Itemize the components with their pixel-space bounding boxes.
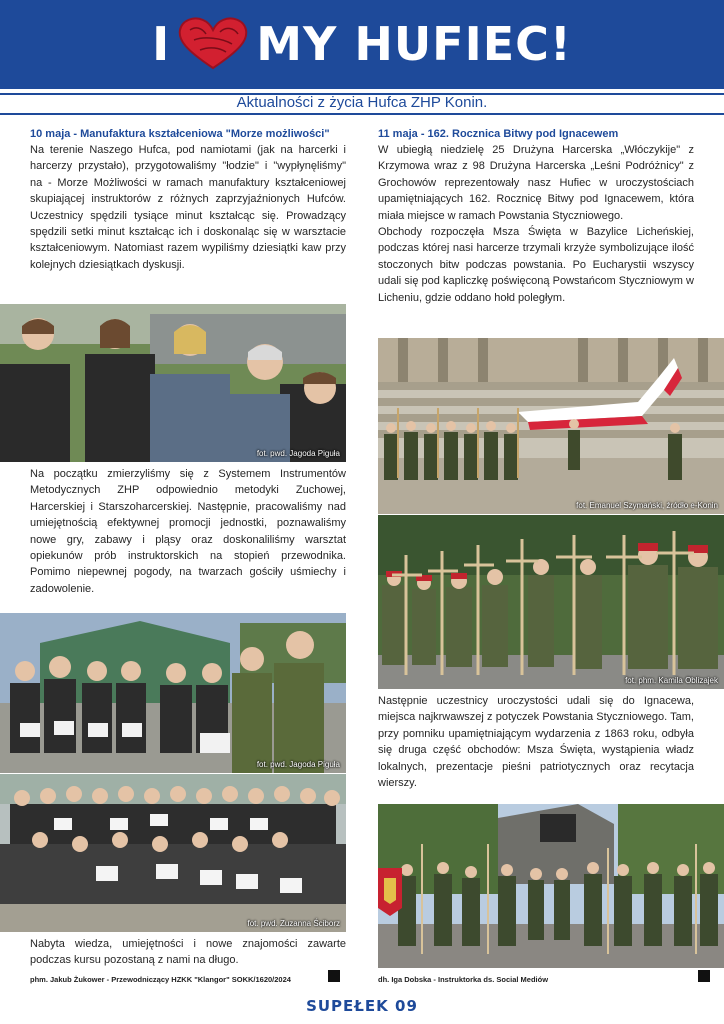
right-article-paragraph-3: Następnie uczestnicy uroczystości udali się do Ignacewa, miejsca najkrwawszej z potyczek Powstania Styczniowego. Tam, przy pomniku upamiętniającym wydarzenia z 1863 roku, odbyła się druga część obchodów: Msza Święta, wystąpienia władz lokalnych, prezentacje pieśni patriotycznych oraz recytacja wierszy. bbox=[378, 695, 694, 790]
title-right: MY HUFIEC! bbox=[256, 17, 572, 71]
photo-workshop-group bbox=[0, 774, 346, 932]
left-article-paragraph-3: Nabyta wiedza, umiejętności i nowe znajomości zawarte podczas kursu pozostaną z nami na długo. bbox=[30, 938, 346, 967]
right-article-paragraph-1: W ubiegłą niedzielę 25 Drużyna Harcerska „Włóczykije" z Krzymowa wraz z 98 Drużyna Harcerska „Leśni Podróżnicy" z Grochowów reprezentowały nasz Hufiec w uroczystościach upamiętniających 162. Rocznicę Bitwy pod Ignacewem, która miała miejsce w ramach Powstania Styczniowego. bbox=[378, 144, 694, 222]
photo-caption: fot. pwd. Jagoda Piguła bbox=[256, 760, 340, 769]
photo-basilica-ceremony bbox=[378, 338, 724, 514]
left-article-heading: 10 maja - Manufaktura kształceniowa "Morze możliwości" bbox=[30, 128, 330, 140]
right-author-signature: dh. Iga Dobska - Instruktorka ds. Social Mediów bbox=[378, 975, 549, 984]
page-subtitle: Aktualności z życia Hufca ZHP Konin. bbox=[236, 94, 488, 111]
left-article-middle bbox=[30, 466, 346, 597]
photo-workshop-2 bbox=[0, 613, 346, 773]
photo-caption: fot. phm. Kamila Oblizajek bbox=[625, 676, 718, 685]
left-article-paragraph-1: Na terenie Naszego Hufca, pod namiotami (jak na harcerki i harcerzy przystało), przygotowaliśmy "łodzie" i "wypłynęliśmy" na - Morze Możliwości w ramach manufaktury kształceniowej skupiającej instruktorów z różnych zaprzyjaźnionych Hufców. Uczestnicy spędzili tysiące minut kształcąc się. Prowadzący spędzili setki minut kształcąc ich i doskonaląc się w warsztacie kształceniowym. Natomiast razem wypiliśmy dziesiątki kaw przy kolejnych dziesiątkach dyskusji. bbox=[30, 144, 346, 271]
title-left: I bbox=[152, 17, 171, 71]
photo-caption: fot. pwd. Jagoda Piguła bbox=[256, 449, 340, 458]
left-article-top bbox=[30, 126, 346, 273]
left-article-paragraph-2: Na początku zmierzyliśmy się z Systemem Instrumentów Metodycznych ZHP odpowiednio metodyki Zuchowej, Harcerskiej i Starszoharcerskiej. Następnie, pracowaliśmy nad umiejętnością efektywnej promocji jednostki, poznawaliśmy nowe gry, zabawy i pląsy oraz doskonaliliśmy warsztat opiekunów prób instruktorskich na stopień przewodnika. Pomimo niepewnej pogody, na twarzach gościły uśmiechy i zadowolenie. bbox=[30, 468, 346, 595]
right-article-top bbox=[378, 126, 694, 306]
photo-scouts-crosses bbox=[378, 515, 724, 689]
photo-caption: fot. pwd. Zuzanna Ściborz bbox=[247, 919, 340, 928]
heart-icon bbox=[176, 16, 250, 72]
page-number: SUPEŁEK 09 bbox=[306, 997, 418, 1015]
end-marker-square bbox=[328, 970, 340, 982]
left-article-bottom bbox=[30, 936, 346, 969]
left-author-signature: phm. Jakub Żukower - Przewodniczący HZKK "Klangor" SOKK/1620/2024 bbox=[30, 975, 291, 984]
end-marker-square bbox=[698, 970, 710, 982]
page-logo-title bbox=[0, 14, 724, 76]
photo-workshop-1 bbox=[0, 304, 346, 462]
photo-ignacew-monument bbox=[378, 804, 724, 968]
photo-caption: fot. Emanuel Szymański, źródło e-Konin bbox=[576, 501, 718, 510]
header-banner bbox=[0, 0, 724, 89]
right-article-middle bbox=[378, 693, 694, 791]
right-article-paragraph-2: Obchody rozpoczęła Msza Święta w Bazylice Licheńskiej, podczas której nasi harcerze trzymali krzyże symbolizujące ilość stoczonych bitw podczas powstania. Po Eucharystii wszyscy udali się pod kapliczkę poświęconą Powstańcom Styczniowym w Licheniu, gdzie oddano hołd poległym. bbox=[378, 226, 694, 304]
right-article-heading: 11 maja - 162. Rocznica Bitwy pod Ignacewem bbox=[378, 128, 619, 140]
